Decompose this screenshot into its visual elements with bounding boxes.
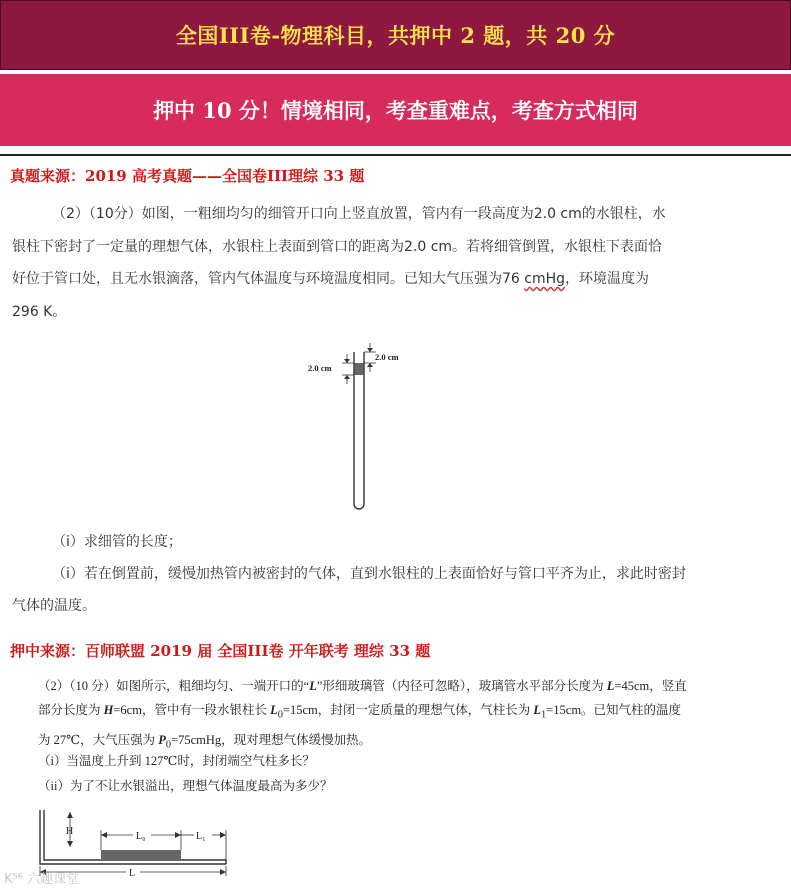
hit-sub-question-2: （ii）为了不让水银溢出，理想气体温度最高为多少？ [38, 779, 333, 793]
vertical-tube-figure [300, 340, 430, 518]
title-banner-text: 全国III卷-物理科目，共押中 2 题，共 20 分 [175, 23, 616, 48]
real-sub-question-2: （i）若在倒置前，缓慢加热管内被密封的气体，直到水银柱的上表面恰好与管口平齐为止，求此时密封气体的温度。 [12, 566, 686, 614]
label-l0: L₀ [136, 831, 146, 842]
watermark: K⁵⁶ 六趣课堂 [4, 872, 80, 887]
label-l: L [129, 868, 136, 879]
mercury-column [101, 850, 181, 860]
hit-question-source: 押中来源：百师联盟 2019 届 全国III卷 开年联考 理综 33 题 [10, 642, 431, 660]
subtitle-banner-text: 押中 10 分！情境相同，考查重难点，考查方式相同 [153, 98, 638, 123]
mercury-column [355, 363, 364, 375]
label-h: H [66, 826, 74, 837]
real-question-suffix: ，环境温度为296 K。 [12, 271, 650, 320]
hit-sub-question-1: （i）当温度上升到 127℃时，封闭端空气柱多长？ [38, 754, 315, 768]
label-top-gap: 2.0 cm [375, 352, 399, 362]
divider [0, 154, 791, 156]
label-mercury-height: 2.0 cm [308, 363, 332, 373]
subtitle-banner [0, 74, 791, 146]
hit-question-text: （2）（10 分）如图所示，粗细均匀、一端开口的“L”形细玻璃管（内径可忽略），玻璃管水平部分长度为 L=45cm，竖直部分长度为 H=6cm，管中有一段水银柱长 $L_0=15cm$，封闭一定质量的理想气体，气柱长为 $L_1=15cm$。已知气柱的温度为 27℃，大气压强为 $P_0=75cmHg$，现对理想气体缓慢加热。 [38, 679, 687, 750]
unit-cmhg: cmHg [524, 271, 566, 287]
real-question-prefix: （2）（10分）如图，一粗细均匀的细管开口向上竖直放置，管内有一段高度为2.0 cm的水银柱，水银柱下密封了一定量的理想气体，水银柱上表面到管口的距离为2.0 cm。若将细管倒置，水银柱下表面恰好位于管口处，且无水银滴落，管内气体温度与环境温度相同。已知大气压强为76 [12, 206, 666, 287]
real-sub-question-1: （i）求细管的长度； [52, 534, 182, 550]
real-question-text [12, 198, 672, 328]
title-banner [0, 0, 791, 70]
real-question-source: 真题来源：2019 高考真题——全国卷III理综 33 题 [10, 167, 365, 185]
label-l1: L₁ [196, 831, 206, 842]
